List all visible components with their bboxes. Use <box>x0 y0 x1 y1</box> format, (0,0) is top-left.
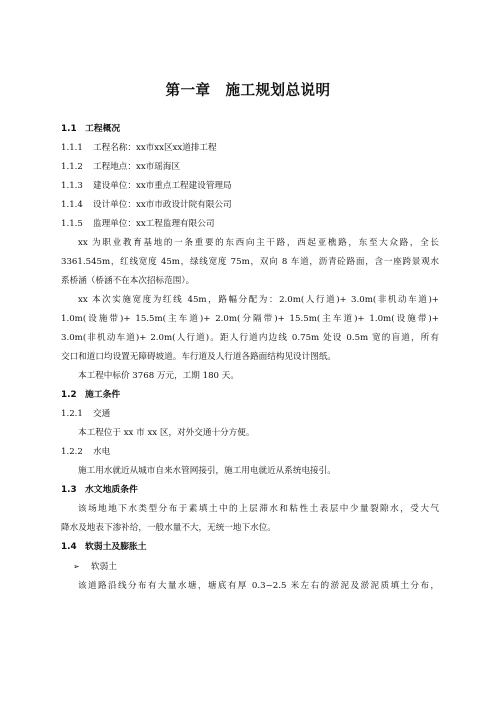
list-item: 1.1.4 设计单位：xx市市政设计院有限公司 <box>61 200 232 210</box>
section-heading-1-4: 1.4 软弱土及膨胀土 <box>61 542 147 552</box>
document-body <box>61 120 439 596</box>
subsection-heading-1-2-1: 1.2.1 交通 <box>61 409 111 419</box>
arrow-bullet-icon: ➢ <box>73 562 80 571</box>
list-item: 1.1.1 工程名称：xx市xx区xx道排工程 <box>61 143 217 153</box>
bullet-item: ➢ 软弱土 <box>61 557 439 577</box>
paragraph-soft-soil: 该道路沿线分布有大量水塘，塘底有厚 0.3~2.5 米左右的淤泥及淤泥质填土分布， <box>78 581 439 591</box>
paragraph-overview: xx 为职业教育基地的一条重要的东西向主干路，西起亚樵路，东至大众路，全长 3361.545m，红线宽度 45m，绿线宽度 75m，双向 8 车道，沥青砼路面，含一座跨景观水 系桥涵（桥涵不在本次招标范围）。 <box>61 238 439 286</box>
paragraph-traffic: 本工程位于 xx 市 xx 区，对外交通十分方便。 <box>78 428 255 438</box>
list-item: 1.1.3 建设单位：xx市重点工程建设管理局 <box>61 181 232 191</box>
section-heading-1-2: 1.2 施工条件 <box>61 390 121 400</box>
paragraph-utilities: 施工用水就近从城市自来水管网接引，施工用电就近从系统电接引。 <box>78 466 336 476</box>
section-heading-1-3: 1.3 水文地质条件 <box>61 485 138 495</box>
subsection-heading-1-2-2: 1.2.2 水电 <box>61 447 111 457</box>
paragraph-price: 本工程中标价 3768 万元，工期 180 天。 <box>78 371 239 381</box>
paragraph-width: xx 本次实施宽度为红线 45m，路幅分配为：2.0m(人行道)+ 3.0m(非机动车道)+ 1.0m(设施带)+ 15.5m(主车道)+ 2.0m(分隔带)+ 15.5m(主车道)+ 1.0m(设施带)+ 3.0m(非机动车道)+ 2.0m(人行道)。距人行道内边线 0.75m 处设 0.5m 宽的盲道，所有 交口和道口均设置无障碍坡道。车行道及人行道各路面结构见设计图纸。 <box>61 295 439 362</box>
paragraph-hydrology: 该场地地下水类型分布于素填土中的上层滞水和粘性土表层中少量裂隙水，受大气 降水及地表下渗补给，一般水量不大，无统一地下水位。 <box>61 504 439 533</box>
section-heading-1-1: 1.1 工程概况 <box>61 124 121 134</box>
list-item: 1.1.5 监理单位：xx工程监理有限公司 <box>61 219 215 229</box>
list-item: 1.1.2 工程地点：xx市瑶海区 <box>61 162 181 172</box>
chapter-title: 第一章 施工规划总说明 <box>165 83 331 99</box>
